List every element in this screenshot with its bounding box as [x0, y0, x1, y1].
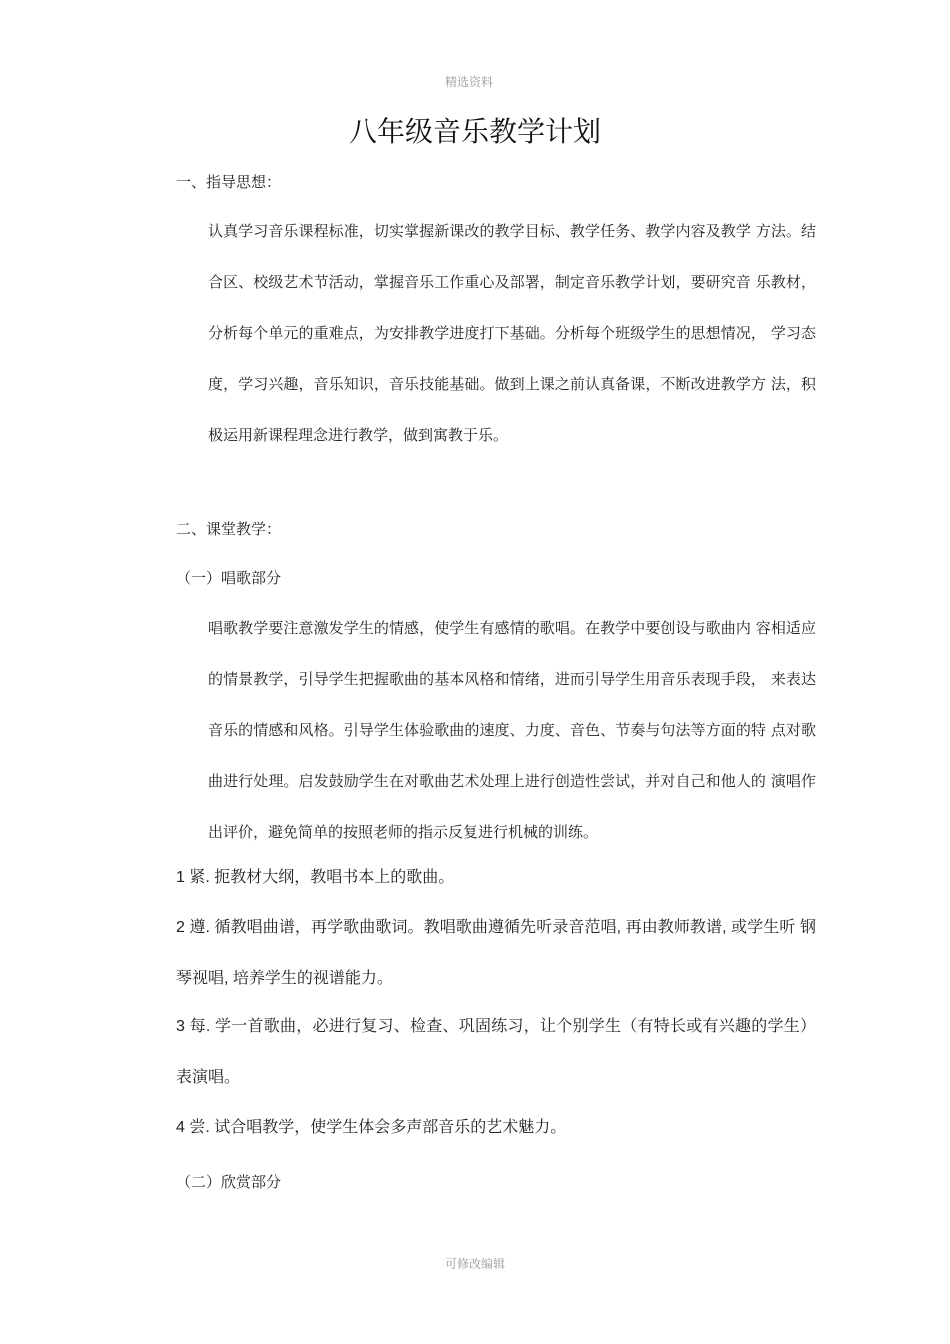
- item-text: 每. 学一首歌曲，必进行复习、检查、巩固练习，让个别学生（有特长或有兴趣的学生）表演唱。: [176, 1018, 816, 1086]
- singing-paragraph: 唱歌教学要注意激发学生的情感，使学生有感情的歌唱。在教学中要创设与歌曲内 容相适应的情景教学，引导学生把握歌曲的基本风格和情绪，进而引导学生用音乐表现手段， 来表达音乐的情感和风格。引导学生体验歌曲的速度、力度、音色、节奏与句法等方面的特 点对歌曲进行处理。启发鼓励学生在对歌曲艺术处理上进行创造性尝试，并对自己和他人的 演唱作出评价，避免简单的按照老师的指示反复进行机械的训练。: [208, 619, 816, 841]
- singing-subheading: （一）唱歌部分: [176, 569, 282, 587]
- watermark-bottom: 可修改编辑: [445, 1257, 506, 1271]
- section1-paragraph: 认真学习音乐课程标准，切实掌握新课改的教学目标、教学任务、教学内容及教学 方法。结合区、校级艺术节活动，掌握音乐工作重心及部署，制定音乐教学计划，要研究音 乐教材，分析每个单元的重难点，为安排教学进度打下基础。分析每个班级学生的思想情况， 学习态度，学习兴趣，音乐知识，音乐技能基础。做到上课之前认真备课，不断改进教学方 法，积极运用新课程理念进行教学，做到寓教于乐。: [208, 222, 816, 444]
- watermark-top: 精选资料: [445, 75, 494, 89]
- item-number: 3: [176, 1018, 185, 1035]
- item-text: 尝. 试合唱教学，使学生体会多声部音乐的艺术魅力。: [189, 1119, 567, 1136]
- section2-heading: 二、课堂教学：: [176, 520, 282, 538]
- item-text: 遵. 循教唱曲谱，再学歌曲歌词。教唱歌曲遵循先听录音范唱, 再由教师教谱, 或学生听 钢琴视唱, 培养学生的视谱能力。: [176, 919, 816, 987]
- appreciation-subheading: （二）欣赏部分: [176, 1173, 282, 1191]
- document-title: 八年级音乐教学计划: [348, 115, 601, 148]
- item-number: 4: [176, 1119, 185, 1136]
- list-item-2: [140, 902, 816, 1004]
- item-text: 紧. 扼教材大纲，教唱书本上的歌曲。: [189, 869, 455, 886]
- item-number: 2: [176, 919, 185, 936]
- list-item-3: [140, 1001, 816, 1103]
- list-item-1: [140, 852, 816, 903]
- item-number: 1: [176, 869, 185, 886]
- list-item-4: [140, 1102, 816, 1153]
- section1-heading: 一、指导思想：: [176, 173, 282, 191]
- section1-body: [140, 206, 816, 456]
- singing-body: [140, 603, 816, 853]
